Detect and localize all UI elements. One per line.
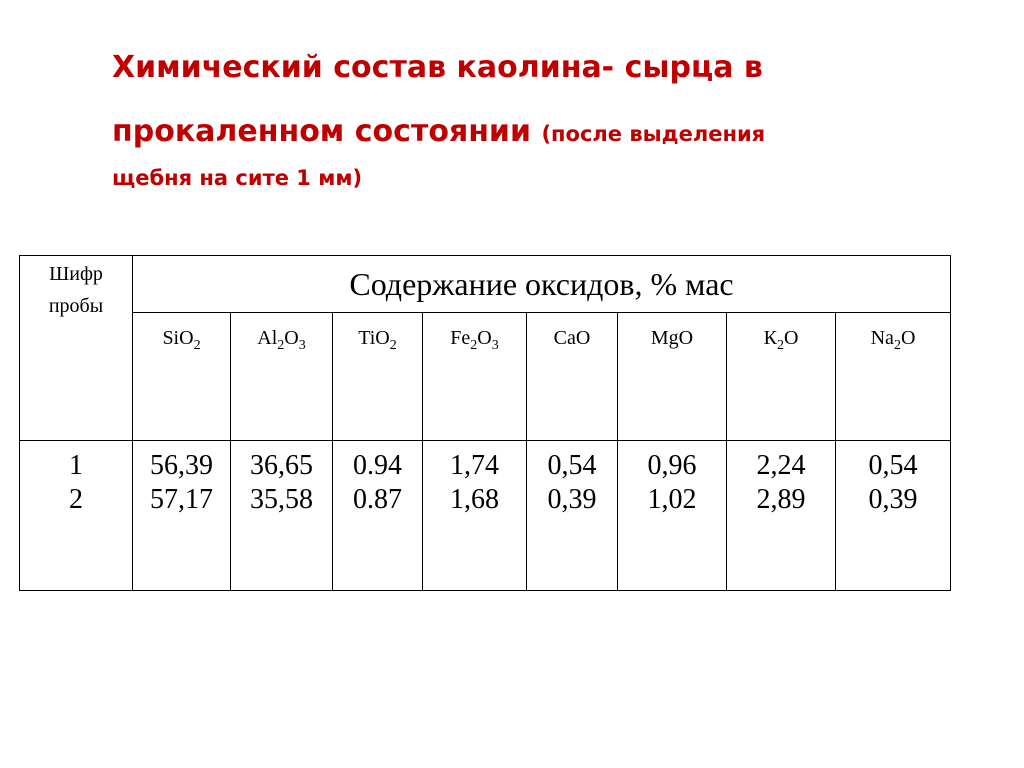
k2o-value-1: 2,24 (756, 450, 806, 481)
sample-cipher-cell (20, 441, 133, 591)
cao-value-2: 0,39 (547, 484, 597, 515)
oxide-header-cao: CaO (527, 313, 618, 441)
fe2o3-values (423, 441, 527, 591)
k2o-value-2: 2,89 (756, 484, 806, 515)
k2o-values (727, 441, 836, 591)
sample-cipher-2: 2 (69, 484, 83, 515)
table-data-row (20, 441, 951, 591)
al2o3-value-2: 35,58 (250, 484, 313, 515)
na2o-value-2: 0,39 (868, 484, 918, 515)
sample-cipher-1: 1 (69, 450, 83, 481)
al2o3-value-1: 36,65 (250, 450, 313, 481)
al2o3-values (231, 441, 333, 591)
sio2-value-2: 57,17 (150, 484, 213, 515)
mgo-value-1: 0,96 (647, 450, 697, 481)
oxide-header-sio2: SiO$_2$ (133, 313, 231, 441)
tio2-value-2: 0.87 (353, 484, 402, 515)
oxide-header-fe2o3: $Fe_2O_3$ (423, 313, 527, 441)
sample-cipher-header (20, 256, 133, 441)
oxide-names-row (20, 313, 951, 441)
cao-value-1: 0,54 (547, 450, 597, 481)
mgo-value-2: 1,02 (647, 484, 697, 515)
oxide-composition-table (19, 255, 951, 591)
tio2-values (333, 441, 423, 591)
sample-cipher-header-line-1: Шифр (49, 263, 103, 285)
sio2-values (133, 441, 231, 591)
title-line-2-main: прокаленном состоянии (112, 114, 531, 149)
slide-title (112, 50, 912, 192)
title-line-1: Химический состав каолина- сырца в (112, 50, 763, 85)
table-header-row (20, 256, 951, 313)
title-line-2 (112, 114, 912, 152)
oxide-content-header: Содержание оксидов, % мас (133, 256, 951, 313)
cao-values (527, 441, 618, 591)
fe2o3-value-1: 1,74 (450, 450, 499, 481)
oxide-header-al2o3: $Al_2O_3$ (231, 313, 333, 441)
oxide-header-mgo: MgO (618, 313, 727, 441)
sio2-value-1: 56,39 (150, 450, 213, 481)
mgo-values (618, 441, 727, 591)
tio2-value-1: 0.94 (353, 450, 402, 481)
oxide-header-tio2: TiO$_2$ (333, 313, 423, 441)
na2o-value-1: 0,54 (868, 450, 918, 481)
na2o-values (836, 441, 951, 591)
oxide-header-na2o: $Na_2O$ (836, 313, 951, 441)
title-line-2-note: (после выделения (541, 122, 766, 146)
sample-cipher-header-line-2: пробы (48, 295, 104, 317)
oxide-header-k2o: $К_2O$ (727, 313, 836, 441)
fe2o3-value-2: 1,68 (450, 484, 499, 515)
title-line-3: щебня на сите 1 мм) (112, 166, 363, 190)
